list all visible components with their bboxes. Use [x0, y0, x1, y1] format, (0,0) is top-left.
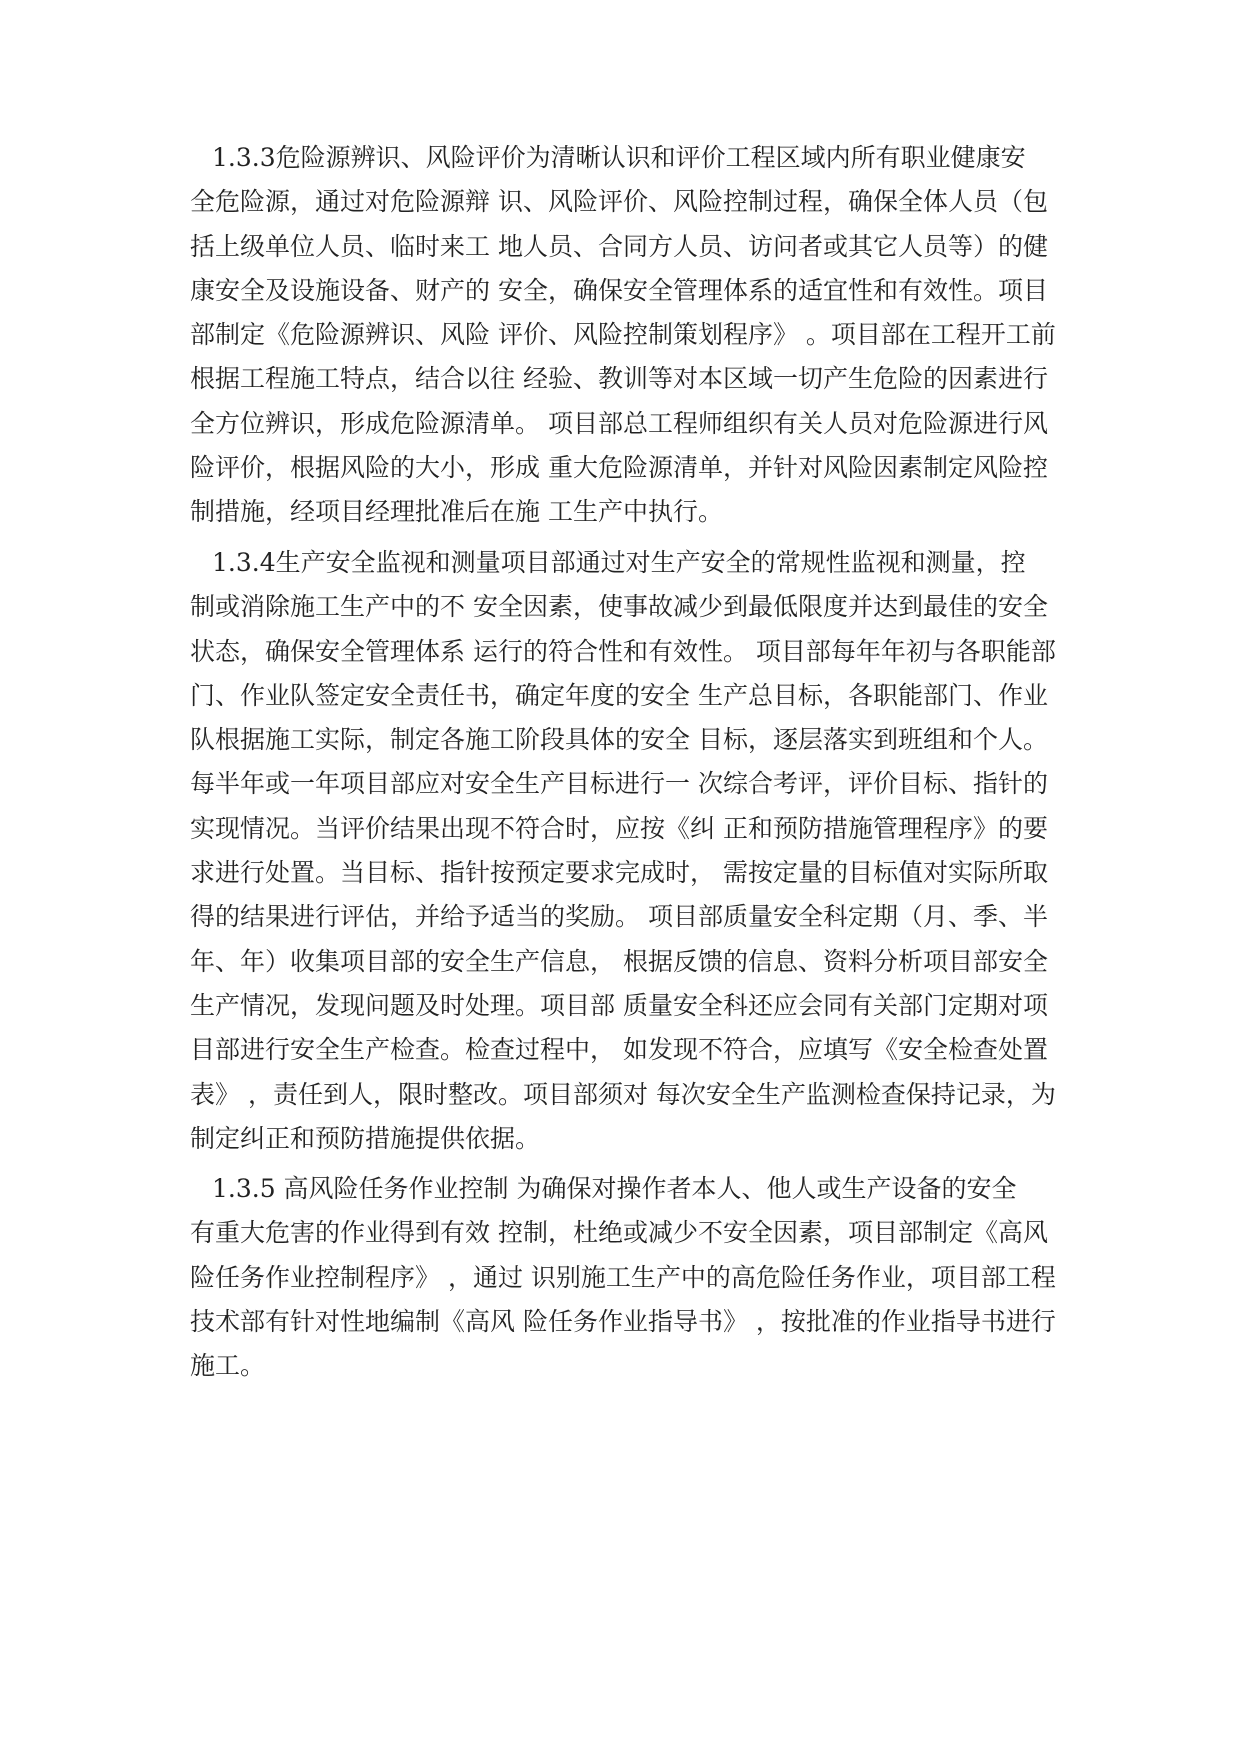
paragraph-line: 康安全及设施设备、财产的 安全，确保安全管理体系的适宜性和有效性。项目: [190, 275, 1048, 305]
paragraph-line: 技术部有针对性地编制《高风 险任务作业指导书》 ，按批准的作业指导书进行: [190, 1306, 1056, 1336]
paragraph-line: 生产情况，发现问题及时处理。项目部 质量安全科还应会同有关部门定期对项: [190, 990, 1048, 1020]
paragraph-line: 括上级单位人员、临时来工 地人员、合同方人员、访问者或其它人员等）的健: [190, 231, 1048, 261]
paragraph-line: 实现情况。当评价结果出现不符合时，应按《纠 正和预防措施管理程序》的要: [190, 813, 1048, 843]
paragraph-line: 制定纠正和预防措施提供依据。: [190, 1123, 541, 1153]
section-1-3-3: [190, 136, 1056, 535]
paragraph-line: 险评价，根据风险的大小，形成 重大危险源清单，并针对风险因素制定风险控: [190, 453, 1048, 483]
paragraph-line: 制或消除施工生产中的不 安全因素，使事故减少到最低限度并达到最佳的安全: [190, 592, 1048, 622]
paragraph-line: 根据工程施工特点，结合以往 经验、教训等对本区域一切产生危险的因素进行: [190, 364, 1048, 394]
section-1-3-5: [190, 1167, 1056, 1388]
paragraph-line: 状态，确保安全管理体系 运行的符合性和有效性。 项目部每年年初与各职能部: [190, 636, 1056, 666]
section-1-3-4: [190, 541, 1056, 1161]
paragraph-line: 有重大危害的作业得到有效 控制，杜绝或减少不安全因素，项目部制定《高风: [190, 1218, 1048, 1248]
paragraph-line: 1.3.3危险源辨识、风险评价为清晰认识和评价工程区域内所有职业健康安: [212, 143, 1026, 172]
paragraph-line: 全危险源，通过对危险源辩 识、风险评价、风险控制过程，确保全体人员（包: [190, 187, 1048, 217]
paragraph-line: 表》 ，责任到人，限时整改。项目部须对 每次安全生产监测检查保持记录，为: [190, 1079, 1056, 1109]
paragraph-line: 每半年或一年项目部应对安全生产目标进行一 次综合考评，评价目标、指针的: [190, 769, 1048, 799]
paragraph-line: 门、作业队签定安全责任书，确定年度的安全 生产总目标，各职能部门、作业: [190, 680, 1048, 710]
paragraph-line: 队根据施工实际，制定各施工阶段具体的安全 目标，逐层落实到班组和个人。: [190, 725, 1048, 755]
paragraph-line: 得的结果进行评估，并给予适当的奖励。 项目部质量安全科定期（月、季、半: [190, 902, 1048, 932]
paragraph-line: 年、年）收集项目部的安全生产信息， 根据反馈的信息、资料分析项目部安全: [190, 946, 1048, 976]
paragraph-line: 求进行处置。当目标、指针按预定要求完成时， 需按定量的目标值对实际所取: [190, 858, 1048, 888]
paragraph-line: 全方位辨识，形成危险源清单。 项目部总工程师组织有关人员对危险源进行风: [190, 408, 1048, 438]
paragraph-line: 险任务作业控制程序》 ，通过 识别施工生产中的高危险任务作业，项目部工程: [190, 1262, 1056, 1292]
paragraph-line: 施工。: [190, 1351, 266, 1381]
paragraph-line: 1.3.4生产安全监视和测量项目部通过对生产安全的常规性监视和测量，控: [212, 548, 1026, 577]
paragraph-line: 制措施，经项目经理批准后在施 工生产中执行。: [190, 497, 723, 527]
paragraph-line: 目部进行安全生产检查。检查过程中， 如发现不符合，应填写《安全检查处置: [190, 1035, 1048, 1065]
paragraph-line: 部制定《危险源辨识、风险 评价、风险控制策划程序》 。项目部在工程开工前: [190, 320, 1056, 350]
paragraph-line: 1.3.5 高风险任务作业控制 为确保对操作者本人、他人或生产设备的安全: [212, 1174, 1017, 1203]
